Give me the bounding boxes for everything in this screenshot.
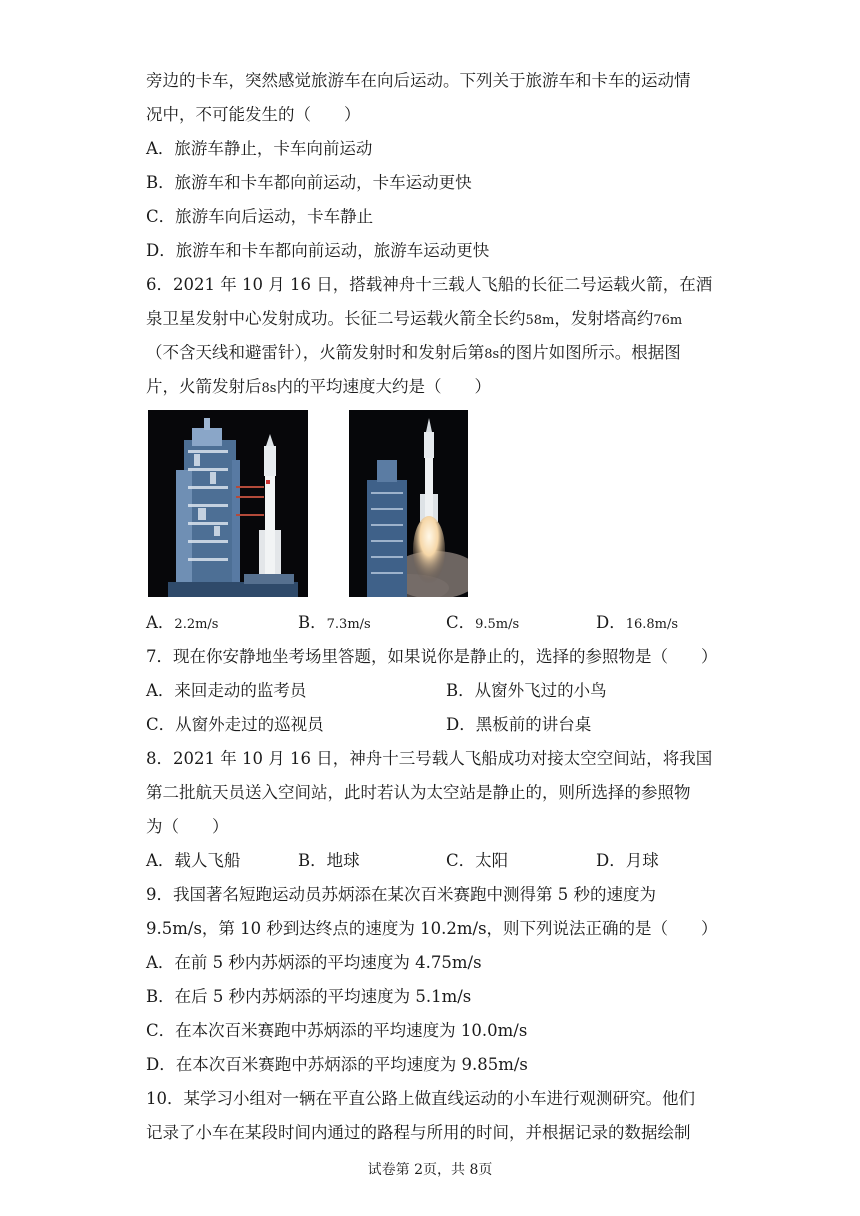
q8-option-d: D．月球 — [596, 851, 659, 870]
q9-option-a: A．在前 5 秒内苏炳添的平均速度为 4.75m/s — [146, 953, 482, 972]
q8-option-b: B．地球 — [298, 851, 360, 870]
q5-stem-line-1: 旁边的卡车，突然感觉旅游车在向后运动。下列关于旅游车和卡车的运动情 — [146, 71, 691, 90]
q6-stem-line-1: 6．2021 年 10 月 16 日，搭载神舟十三载人飞船的长征二号运载火箭，在酒 — [146, 275, 713, 294]
q8-stem-line-3: 为（ ） — [146, 817, 229, 836]
q8-stem-line-2: 第二批航天员送入空间站，此时若认为太空站是静止的，则所选择的参照物 — [146, 783, 691, 802]
q7-option-a: A．来回走动的监考员 — [146, 681, 307, 700]
page-footer: 试卷第 2页，共 8页 — [367, 1162, 493, 1178]
q6-stem-line-2: 泉卫星发射中心发射成功。长征二号运载火箭全长约58m，发射塔高约76m — [146, 309, 683, 328]
q8-stem-line-1: 8．2021 年 10 月 16 日，神舟十三号载人飞船成功对接太空空间站，将我国 — [146, 749, 713, 768]
q6-stem-line-4: 片，火箭发射后8s内的平均速度大约是（ ） — [146, 377, 491, 396]
q7-option-d: D．黑板前的讲台桌 — [446, 715, 592, 734]
rocket-on-pad-photo — [148, 410, 308, 597]
q6-stem-line-3: （不含天线和避雷针），火箭发射时和发射后第8s的图片如图所示。根据图 — [146, 343, 681, 362]
q6-option-c: C．9.5m/s — [446, 613, 520, 632]
q5-option-d: D．旅游车和卡车都向前运动，旅游车运动更快 — [146, 241, 490, 260]
q6-option-a: A．2.2m/s — [146, 613, 219, 632]
rocket-launch-photo — [349, 410, 468, 597]
q5-option-c: C．旅游车向后运动，卡车静止 — [146, 207, 374, 226]
q10-stem-line-1: 10．某学习小组对一辆在平直公路上做直线运动的小车进行观测研究。他们 — [146, 1089, 695, 1108]
q9-option-b: B．在后 5 秒内苏炳添的平均速度为 5.1m/s — [146, 987, 472, 1006]
q9-option-c: C．在本次百米赛跑中苏炳添的平均速度为 10.0m/s — [146, 1021, 528, 1040]
q9-option-d: D．在本次百米赛跑中苏炳添的平均速度为 9.85m/s — [146, 1055, 528, 1074]
q6-option-b: B．7.3m/s — [298, 613, 371, 632]
q7-stem: 7．现在你安静地坐考场里答题，如果说你是静止的，选择的参照物是（ ） — [146, 647, 718, 666]
q6-option-d: D．16.8m/s — [596, 613, 679, 632]
q8-option-a: A．载人飞船 — [146, 851, 241, 870]
q7-option-b: B．从窗外飞过的小鸟 — [446, 681, 607, 700]
q7-option-c: C．从窗外走过的巡视员 — [146, 715, 324, 734]
q8-option-c: C．太阳 — [446, 851, 509, 870]
q5-stem-line-2: 况中，不可能发生的（ ） — [146, 105, 361, 124]
q9-stem-line-2: 9.5m/s，第 10 秒到达终点的速度为 10.2m/s，则下列说法正确的是（ ） — [146, 919, 718, 938]
q5-option-a: A．旅游车静止，卡车向前运动 — [146, 139, 373, 158]
q9-stem-line-1: 9．我国著名短跑运动员苏炳添在某次百米赛跑中测得第 5 秒的速度为 — [146, 885, 656, 904]
q10-stem-line-2: 记录了小车在某段时间内通过的路程与所用的时间，并根据记录的数据绘制 — [146, 1123, 691, 1142]
q5-option-b: B．旅游车和卡车都向前运动，卡车运动更快 — [146, 173, 472, 192]
